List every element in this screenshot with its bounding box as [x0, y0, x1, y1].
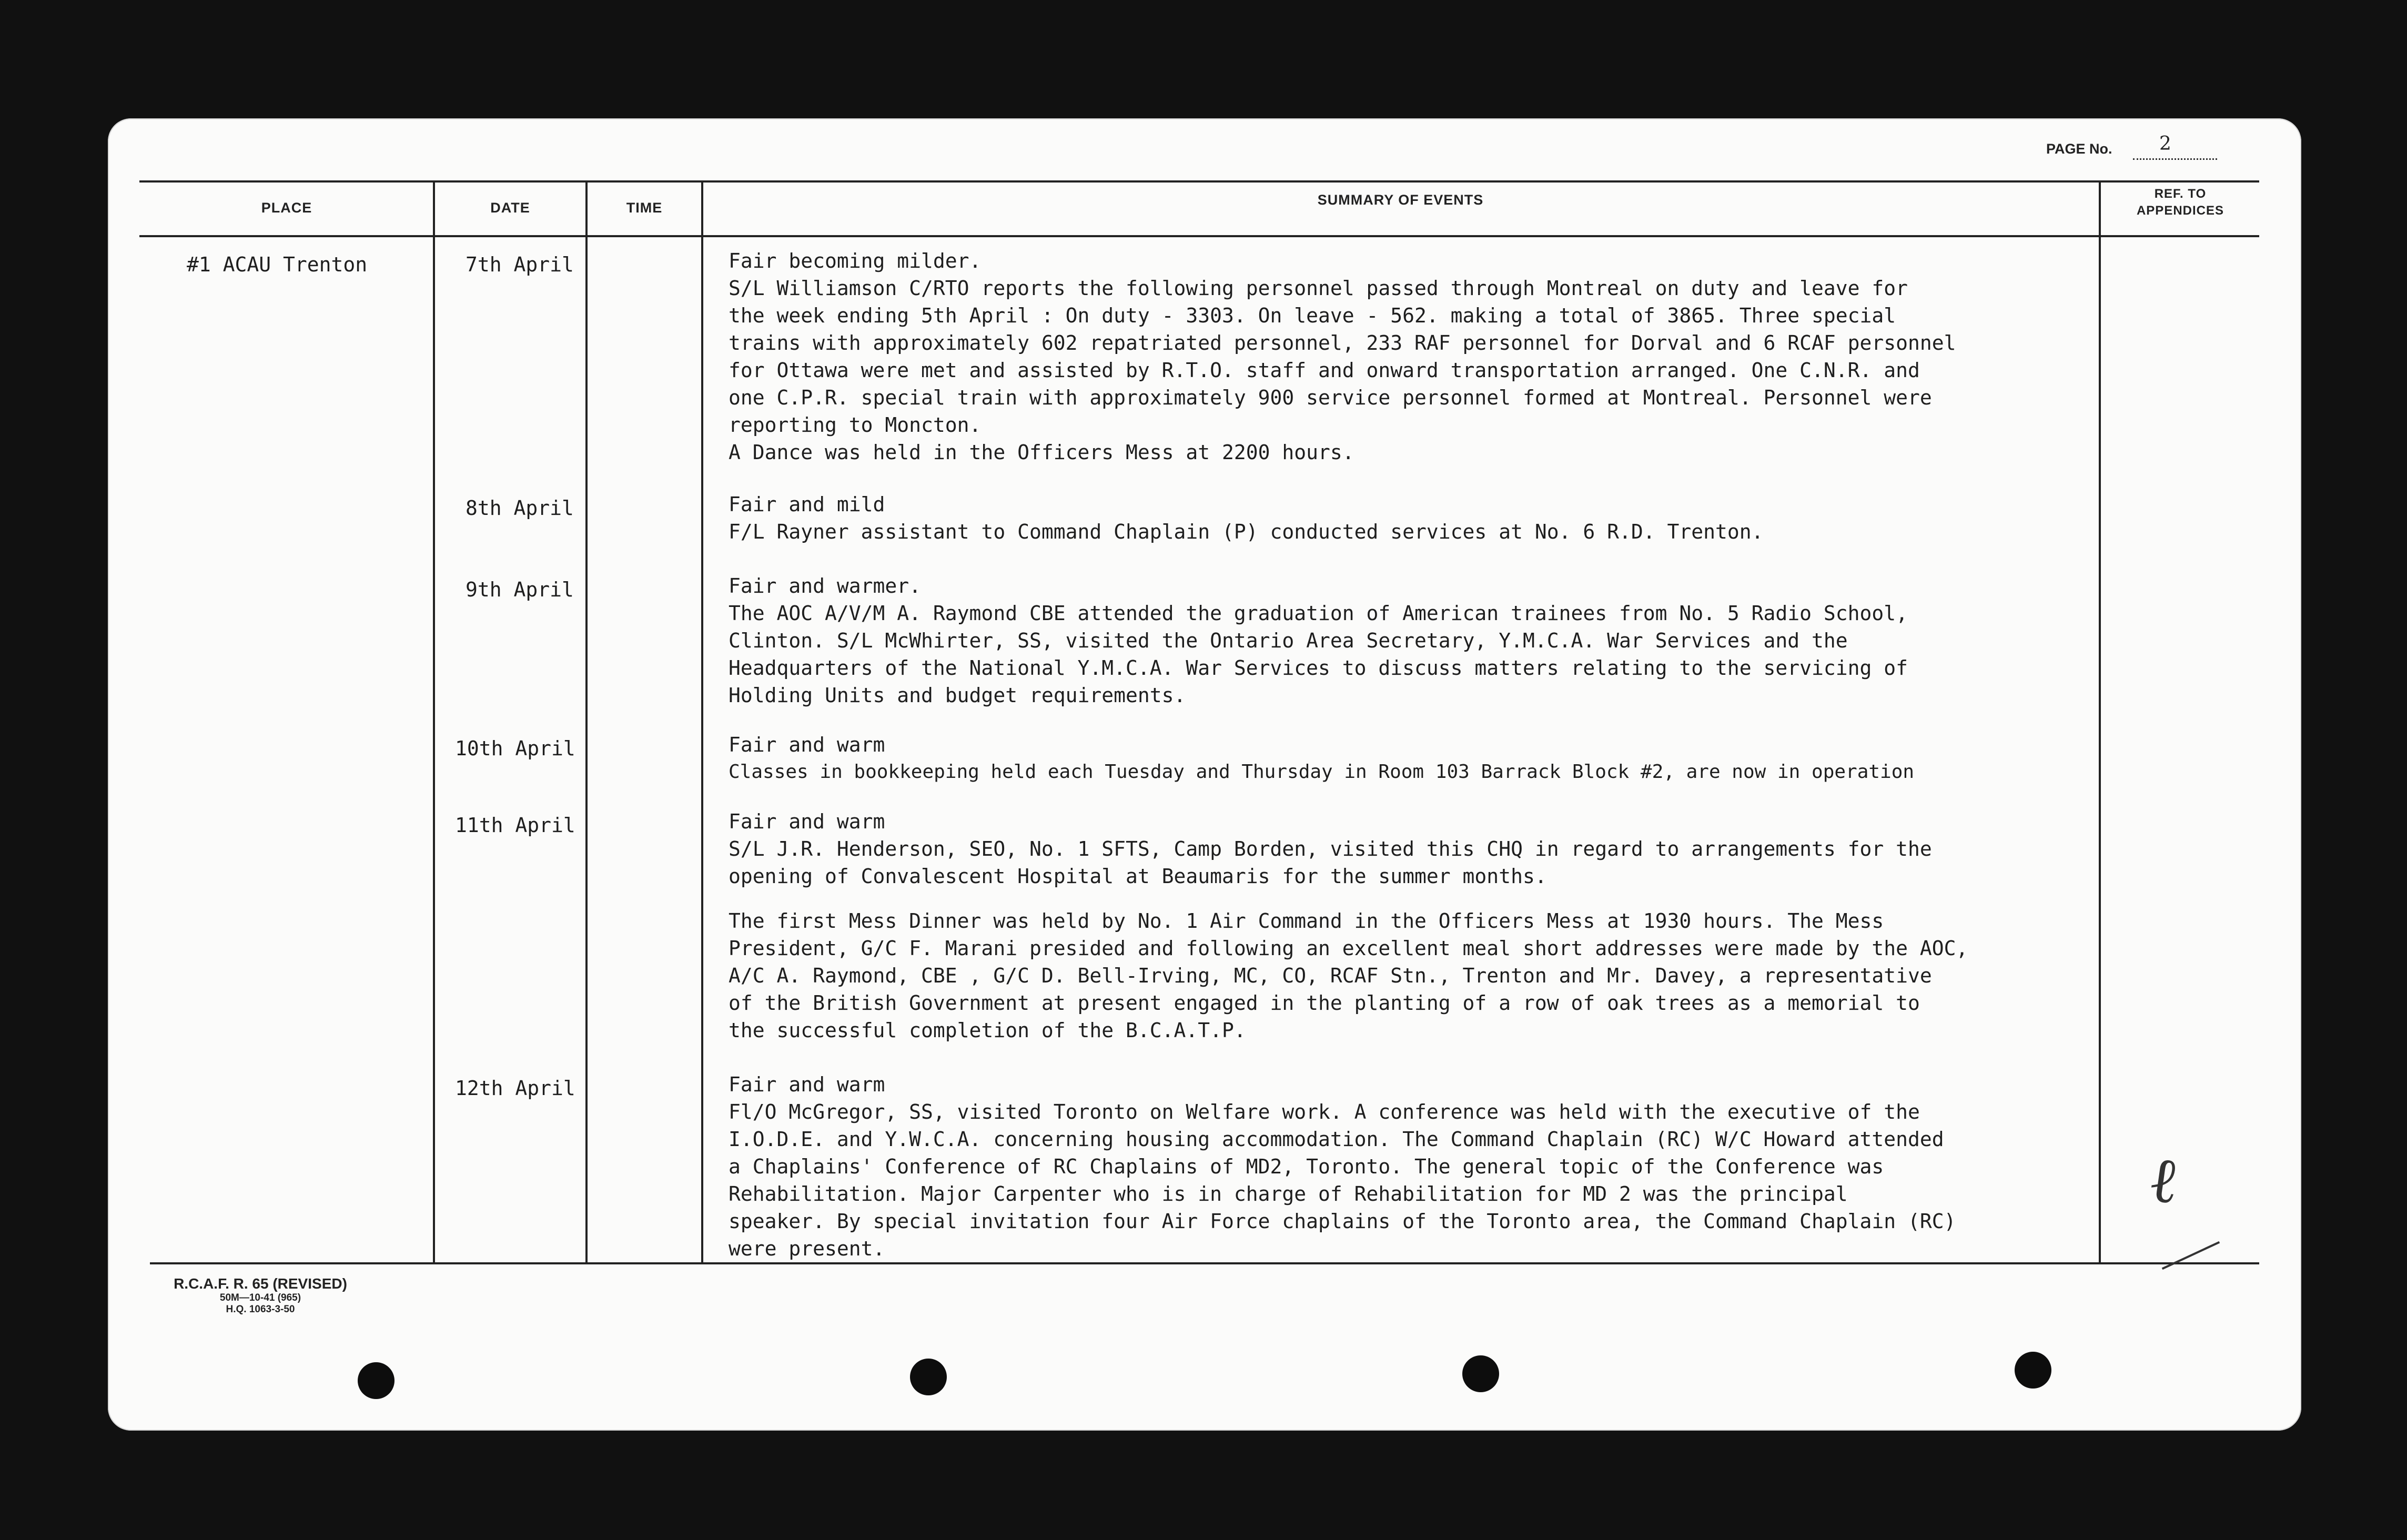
column-header-ref	[2101, 186, 2259, 219]
entry-date: 10th April	[455, 737, 575, 760]
summary-line: S/L J.R. Henderson, SEO, No. 1 SFTS, Camp Borden, visited this CHQ in regard to arrangements for the	[729, 837, 1932, 860]
column-header-summary: SUMMARY OF EVENTS	[1317, 192, 1484, 208]
summary-line: Classes in bookkeeping held each Tuesday and Thursday in Room 103 Barrack Block #2, are now in operation	[729, 761, 1915, 783]
summary-line: were present.	[729, 1237, 885, 1260]
summary-line: trains with approximately 602 repatriated personnel, 233 RAF personnel for Dorval and 6 RCAF personnel	[729, 331, 1956, 354]
summary-line: Headquarters of the National Y.M.C.A. War Services to discuss matters relating to the servicing of	[729, 656, 1908, 680]
summary-line: The first Mess Dinner was held by No. 1 Air Command in the Officers Mess at 1930 hours. The Mess	[729, 909, 1884, 933]
summary-line: President, G/C F. Marani presided and following an excellent meal short addresses were made by the AOC,	[729, 937, 1968, 960]
date-time-divider	[585, 180, 588, 1264]
place-date-divider	[433, 180, 435, 1264]
summary-line: F/L Rayner assistant to Command Chaplain (P) conducted services at No. 6 R.D. Trenton.	[729, 520, 1764, 543]
summary-line: A/C A. Raymond, CBE , G/C D. Bell-Irving, MC, CO, RCAF Stn., Trenton and Mr. Davey, a representative	[729, 964, 1932, 987]
entry-date: 12th April	[455, 1077, 575, 1100]
summary-line: opening of Convalescent Hospital at Beaumaris for the summer months.	[729, 865, 1547, 888]
summary-line: Fair and warm	[729, 733, 885, 756]
form-line1: R.C.A.F. R. 65 (REVISED)	[174, 1275, 347, 1292]
column-header-time: TIME	[626, 200, 663, 216]
entry-date: 7th April	[466, 253, 574, 276]
entry-summary	[729, 907, 2196, 1044]
column-header-place: PLACE	[261, 200, 312, 216]
form-number	[139, 1275, 381, 1315]
summary-line: Clinton. S/L McWhirter, SS, visited the Ontario Area Secretary, Y.M.C.A. War Services and the	[729, 629, 1848, 652]
time-summary-divider	[701, 180, 703, 1264]
summary-line: Rehabilitation. Major Carpenter who is in charge of Rehabilitation for MD 2 was the principal	[729, 1182, 1848, 1205]
summary-line: Fair and mild	[729, 493, 885, 516]
page-number: 2	[2159, 133, 2171, 155]
punch-hole	[358, 1362, 395, 1399]
entry-summary	[729, 247, 2196, 466]
column-header-date: DATE	[490, 200, 530, 216]
summary-line: The AOC A/V/M A. Raymond CBE attended the graduation of American trainees from No. 5 Radio School,	[729, 602, 1908, 625]
summary-line: Fair becoming milder.	[729, 249, 982, 272]
ref-header-line2: APPENDICES	[2136, 204, 2224, 218]
entry-summary	[729, 491, 2196, 545]
summary-line: the week ending 5th April : On duty - 3303. On leave - 562. making a total of 3865. Three special	[729, 304, 1896, 327]
summary-line: one C.P.R. special train with approximately 900 service personnel formed at Montreal. Personnel were	[729, 386, 1932, 409]
page-number-underline	[2133, 158, 2217, 160]
summary-line: speaker. By special invitation four Air Force chaplains of the Toronto area, the Command Chaplain (RC)	[729, 1210, 1956, 1233]
punch-hole	[2015, 1352, 2051, 1389]
form-line3: H.Q. 1063-3-50	[226, 1304, 295, 1315]
ref-header-line1: REF. TO	[2154, 187, 2207, 201]
page-number-label: PAGE No.	[2046, 141, 2112, 157]
entry-summary	[729, 572, 2196, 709]
handwritten-mark: ℓ	[2143, 1142, 2184, 1219]
summary-line: Fair and warm	[729, 1073, 885, 1096]
table-top-rule	[139, 180, 2259, 183]
entry-summary	[729, 1071, 2196, 1262]
entry-date: 11th April	[455, 814, 575, 837]
entry-date: 8th April	[466, 497, 574, 520]
summary-line: for Ottawa were met and assisted by R.T.O. staff and onward transportation arranged. One C.N.R. and	[729, 359, 1920, 382]
form-line2: 50M—10-41 (965)	[219, 1292, 301, 1303]
summary-line: Holding Units and budget requirements.	[729, 684, 1186, 707]
summary-line: Fair and warm	[729, 810, 885, 833]
place-value: #1 ACAU Trenton	[187, 253, 368, 276]
punch-hole	[1462, 1355, 1499, 1392]
entry-summary	[729, 808, 2196, 890]
table-bottom-rule	[150, 1262, 2259, 1264]
header-bottom-rule	[139, 235, 2259, 237]
entry-date: 9th April	[466, 578, 574, 601]
summary-line: S/L Williamson C/RTO reports the following personnel passed through Montreal on duty and leave for	[729, 277, 1908, 300]
summary-line: Fair and warmer.	[729, 574, 922, 597]
punch-hole	[910, 1359, 947, 1395]
summary-line: Fl/O McGregor, SS, visited Toronto on Welfare work. A conference was held with the executive of the	[729, 1100, 1920, 1123]
summary-line: a Chaplains' Conference of RC Chaplains of MD2, Toronto. The general topic of the Conference was	[729, 1155, 1884, 1178]
entry-summary	[729, 731, 2196, 786]
summary-line: of the British Government at present engaged in the planting of a row of oak trees as a memorial to	[729, 991, 1920, 1015]
summary-line: A Dance was held in the Officers Mess at 2200 hours.	[729, 441, 1354, 464]
summary-line: reporting to Moncton.	[729, 413, 982, 437]
summary-line: I.O.D.E. and Y.W.C.A. concerning housing accommodation. The Command Chaplain (RC) W/C Howard attended	[729, 1128, 1944, 1151]
document-page	[108, 118, 2301, 1431]
summary-line: the successful completion of the B.C.A.T.P.	[729, 1019, 1246, 1042]
